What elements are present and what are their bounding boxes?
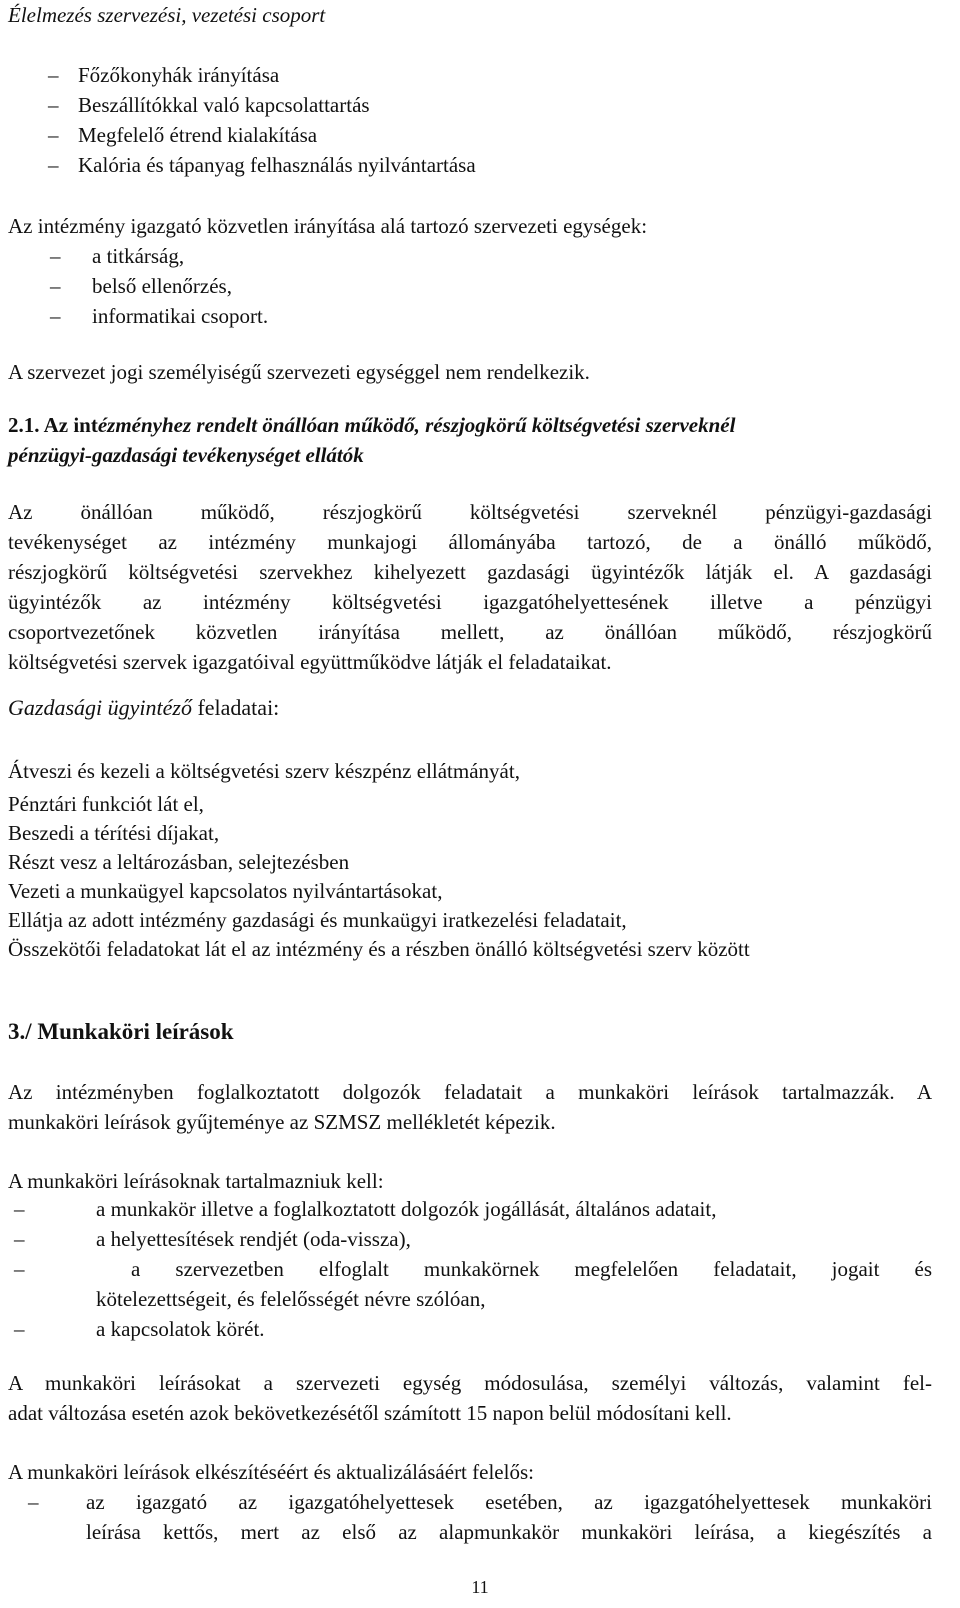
list-item: – a helyettesítések rendjét (oda-vissza),	[14, 1224, 932, 1254]
list-item: – a titkárság,	[50, 241, 960, 271]
page-number: 11	[471, 1577, 489, 1597]
list-item: – belső ellenőrzés,	[50, 271, 960, 301]
list-item: – Megfelelő étrend kialakítása	[48, 120, 960, 150]
dash-bullet: –	[14, 1257, 25, 1281]
list-item: – informatikai csoport.	[50, 301, 960, 331]
list-item: – a kapcsolatok körét.	[14, 1314, 932, 1344]
list-item: Ellátja az adott intézmény gazdasági és munkaügyi iratkezelési feladatait,	[8, 908, 627, 932]
list-item: Átveszi és kezeli a költségvetési szerv készpénz ellátmányát,	[8, 759, 520, 783]
list-item: Vezeti a munkaügyel kapcsolatos nyilvántartásokat,	[8, 879, 443, 903]
dash-bullet: –	[50, 274, 61, 298]
list-item: Beszedi a térítési díjakat,	[8, 821, 220, 845]
list-item: Pénztári funkciót lát el,	[8, 792, 204, 816]
dash-bullet: –	[14, 1197, 25, 1221]
dash-bullet: –	[14, 1317, 25, 1341]
list-item: – a szervezetben elfoglalt munkakörnek megfelelően feladatait, jogait és kötelezettségeit, és felelősségét névre szólóan,	[14, 1254, 932, 1314]
list-item: – az igazgató az igazgatóhelyettesek esetében, az igazgatóhelyettesek munkaköri leírása kettős, mert az első az alapmunkakör munkaköri leírása, a kiegészítés a	[28, 1487, 932, 1547]
list-item: Összekötői feladatokat lát el az intézmény és a részben önálló költségvetési szerv között	[8, 937, 750, 961]
responsibility-list	[28, 1487, 932, 1547]
section-heading-2-1: 2.1. Az intézményhez rendelt önállóan működő, részjogkörű költségvetési szerveknél	[8, 413, 736, 437]
dash-bullet: –	[48, 153, 59, 177]
legal-note: A szervezet jogi személyiségű szervezeti egységgel nem rendelkezik.	[8, 360, 590, 384]
dash-bullet: –	[48, 123, 59, 147]
units-intro: Az intézmény igazgató közvetlen irányítása alá tartozó szervezeti egységek:	[8, 214, 648, 238]
responsibility-intro: A munkaköri leírások elkészítéséért és aktualizálásáért felelős:	[8, 1460, 534, 1484]
list-item: – Főzőkonyhák irányítása	[48, 60, 960, 90]
dash-bullet: –	[14, 1227, 25, 1251]
list-item: – Kalória és tápanyag felhasználás nyilvántartása	[48, 150, 960, 180]
section-heading-2-1-line2: pénzügyi-gazdasági tevékenységet ellátók	[8, 443, 364, 467]
director-units-list	[50, 241, 960, 331]
duties-list	[8, 756, 960, 963]
paragraph-economic-staff: Az önállóan működő, részjogkörű költségvetési szerveknél pénzügyi-gazdasági tevékenységet az intézmény munkajogi állományába tartozó, de a önálló működő, részjogkörű költségvetési szervekhez kihelyezett gazdasági ügyintézők látják el. A gazdasági ügyintézők az intézmény költségvetési igazgatóhelyettesének illetve a pénzügyi csoportvezetőnek közvetlen irányítása mellett, az önállóan működő, részjogkörű költségvetési szervek igazgatóival együttműködve látják el feladataikat.	[8, 500, 932, 674]
dash-bullet: –	[28, 1490, 39, 1514]
list-item: – Beszállítókkal való kapcsolattartás	[48, 90, 960, 120]
paragraph-job-descriptions: Az intézményben foglalkoztatott dolgozók feladatait a munkaköri leírások tartalmazzák. A munkaköri leírások gyűjteménye az SZMSZ mellékletét képezik.	[8, 1080, 932, 1134]
list-item: – a munkakör illetve a foglalkoztatott dolgozók jogállását, általános adatait,	[14, 1194, 932, 1224]
requirements-intro: A munkaköri leírásoknak tartalmazniuk kell:	[8, 1169, 384, 1193]
duties-title: Gazdasági ügyintéző feladatai:	[8, 695, 280, 720]
food-group-task-list	[48, 60, 960, 180]
dash-bullet: –	[48, 93, 59, 117]
dash-bullet: –	[50, 244, 61, 268]
dash-bullet: –	[48, 63, 59, 87]
requirements-list	[14, 1194, 932, 1344]
dash-bullet: –	[50, 304, 61, 328]
paragraph-modification: A munkaköri leírásokat a szervezeti egység módosulása, személyi változás, valamint fel- adat változása esetén azok bekövetkezésétől számított 15 napon belül módosítani kell.	[8, 1371, 932, 1425]
section-title: Élelmezés szervezési, vezetési csoport	[8, 3, 326, 27]
section-heading-3: 3./ Munkaköri leírások	[8, 1019, 234, 1044]
list-item: Részt vesz a leltározásban, selejtezésben	[8, 850, 350, 874]
